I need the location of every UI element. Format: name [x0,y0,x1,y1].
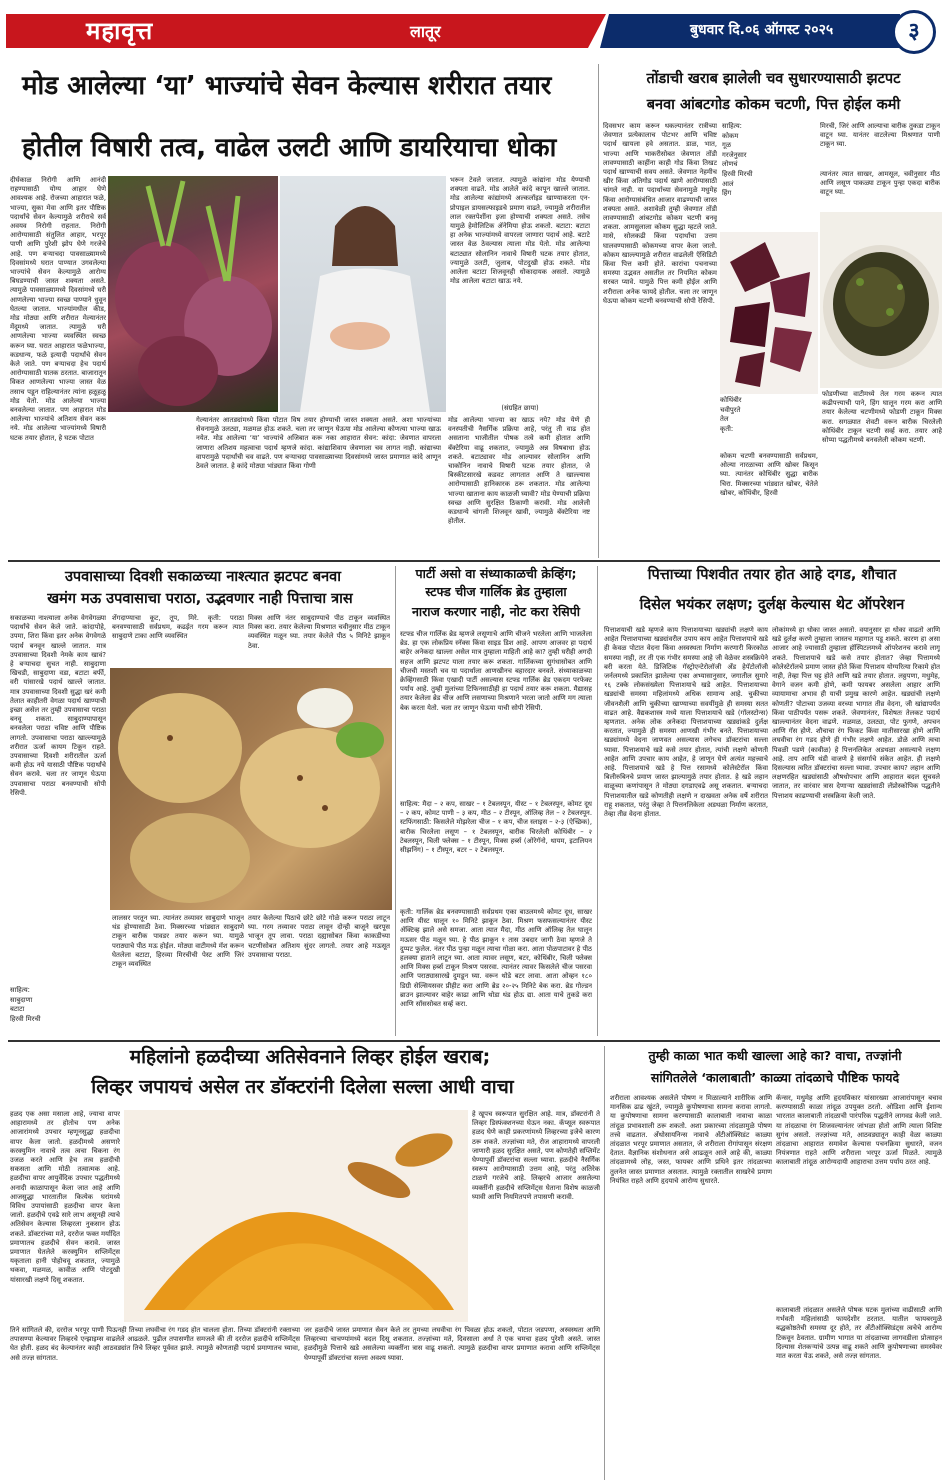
headline-line2: दिसेल भयंकर लक्षण; दुर्लक्ष केल्यास थेट ऑपरेशन [639,597,905,613]
headline-line1: पार्टी असो वा संध्याकाळची क्रेव्हिंग; [415,566,577,581]
article-body: शरीराला आवश्यक असलेले पोषण न मिळाल्याने शारीरिक आणि मानसिक ढाढ खुंटते, ज्यामुळे कुपोषणाचा सामना करावा लागतो. या कुपोषणाचा सामना करण्यासाठी कालाबाती नावाचा काळा तांदूळ प्रभावशाली ठरू शकतो. अशा प्रकारच्या तांदळामुळे पोषण तत्त्वे वाढतात. अँथोसायनिन्स नावाचे अँटीऑक्सिडंट काळ्या तांदळात भरपूर प्रमाणात असतात, जे शरीराला रोगांपासून संरक्षण देतात. वैज्ञानिक संशोधनात असे आढळून आले आहे की, काळ्या तांदळामध्ये लोह, जस्त, फायबर आणि प्रथिने इतर तांदळाच्या तुलनेत जास्त प्रमाणात असतात. त्यामुळे रक्तातील साखरेचे प्रमाण नियंत्रित राहते आणि हृदयाचे आरोग्य सुधारते. [610,1094,772,1185]
ingredient-item: हिरवी मिरची [10,1014,41,1023]
dried-kokam-photo [720,232,818,394]
article-body: स्टफ्ड चीज गार्लिक ब्रेड म्हणजे लसूणाचे आणि चीजने भरलेला आणि भाजलेला ब्रेड. हा एक लोकप्रिय स्नॅक्स किंवा साइड डिश आहे. आपण आजवर हा पदार्थ बाहेर अनेकदा खाल्ला असेल मात्र तुम्हाला माहिती आहे का? तुम्ही घरीही अगदी सहज आणि झटपट याला तयार करू शकता. गार्लिकच्या सुगंधासोबत आणि चीजची मस्तशी चव या पदार्थाला आणखीनच बहारदार बनवते. संध्याकाळच्या क्रेव्हिंगसाठी किंवा एखादी पार्टी असल्यास स्टफ्ड गार्लिक ब्रेड एकदम परफेक्ट पर्याय आहे. तुम्ही मुलांच्या टिफिनसाठीही हा पदार्थ तयार करू शकता. मैद्यासह तयार केलेला ब्रेड चीज आणि लसणाच्या मिश्रणाने भरला जातो आणि मग त्याला बेक करता येतो. चला तर जाणून घेऊया याची सोपी रेसिपी. [400,630,592,712]
method-ingredients [720,396,818,452]
article-body: हळद एक असा मसाला आहे, ज्याचा वापर आहारामध्ये तर होतोच पण अनेक आजारांमध्ये उपचार म्हणूनसुद्धा हळदीचा वापर केला जातो. हळदीमध्ये असणारे करक्युमिन नावाचे तत्व त्वचा चिकना रंग उजळ करते आणि हेच तत्व हळदीची सकसता आणि मोठी तत्वात्मक आहे. हळदीचा वापर आयुर्वेदिक उपचार पद्धतीमध्ये अनादी काळापासून केला जात आहे आणि आजसुद्धा भारतातील कित्येक घरांमध्ये विविध उपायांसाठी हळदीचा वापर केला जातो. हळदीचे एवढे सारे लाभ असूनही त्याचे अतिसेवन केल्यास लिव्हरला नुकसान होऊ शकते. डॉक्टरांच्या मते, दररोज फक्त मर्यादित प्रमाणातच हळदीचे सेवन करावे. जास्त प्रमाणात घेतलेले करक्युमिन सप्लिमेंट्स यकृताला हानी पोहोचवू शकतात, ज्यामुळे थकवा, मळमळ, कावीळ आणि पोटदुखी यांसारखी लक्षणे दिसू शकतात. [10,1110,120,1284]
masthead [0,0,945,60]
onion-photo [108,176,278,412]
article-body: तयार केलेल्या पिठाचे छोटे छोटे गोळे करून पराठा लाटून घ्या. गरम तव्यावर पराठा लावून दोन्ही बाजूने खरपूस भाजून तूप लावा. पराठा दह्यासोबत किंवा काकडीच्या चटणीसोबत अतिशय सुंदर लागतो. तयार आहे मऊसूत उपवासाचा पराठा. [248,914,390,959]
ingredient-item: हिरवी मिरची [722,169,753,178]
article-body: फोडणीच्या वाटीमध्ये तेल गरम करून त्यात कढीपत्त्याची पाने, हिंग घालून गरम करा आणि तयार केलेल्या चटणीमध्ये फोडणी टाकून मिक्स करा. सगळ्यात शेवटी वरून बारीक चिरलेली कोथिंबीर टाकून चटणी सर्व्ह करा. तयार आहे सोप्या पद्धतीमध्ये बनवलेली कोकम चटणी. [822,390,942,445]
section-rule [8,1040,940,1042]
ingredient-item: गूळ [722,141,731,150]
ingredients-list [10,986,106,1034]
headline-line1: तुम्ही काळा भात कधी खाल्ला आहे का? वाचा, तज्ज्ञांनी [648,1048,902,1063]
article-body: पित्ताशयाची खडे म्हणजे काय पित्ताशयाच्या खड्यांची लक्षणे काय आहेत पित्ताशयाच्या खड्यांवरील उपाय काय आहेत पित्ताशयाचे खडे ही केवळ पोटात वेदना किंवा अस्वस्थता निर्माण करणारी किरकोळ समस्या नाही, तर ती एक गंभीर समस्या आहे जी वेळेवर शस्त्रक्रियेने बरी करता येते. डिजिटिक गॅस्ट्रोएन्टेरोलॉजी अँड हेपॅटोलॉजी जर्नलमध्ये प्रकाशित झालेल्या एका अभ्यासानुसार, जगातील सुमारे १६ टक्के लोकसंख्येला पित्ताशयाचे खडे आहेत. पित्ताशयाच्या खड्यांची समस्या महिलांमध्ये अधिक सामान्य आहे. चुकीच्या जीवनशैली आणि चुकीच्या खाण्याच्या सवयींमुळे ही समस्या सतत वाढत आहे. वैद्यकशास्त्र मध्ये याला पित्ताशयाचे खडे (गॉलस्टोन्स) म्हणतात. अनेक लोक अनेकदा पित्ताशयाच्या खड्यांकडे दुर्लक्ष करतात, ज्यामुळे ही समस्या आणखी गंभीर बनते. पित्ताशयाच्या खड्यांमध्ये वेदना जाणवत असल्यास लगेचच डॉक्टरांचा सल्ला घ्यावा. पित्ताशयाचे खडे कसे तयार होतात, त्यांची लक्षणे कोणती आहेत आणि उपचार काय आहेत, हे जाणून घेणे अत्यंत महत्त्वाचे आहे. पित्ताशयाचे खडे हे पित्त रसामध्ये कोलेस्टेरॉल किंवा बिलीरुबिनचे प्रमाण जास्त झाल्यामुळे तयार होतात. हे खडे लहान वाळूच्या कणांपासून ते मोठ्या दगडाएवढे असू शकतात. बऱ्याचदा पित्ताशयातील खडे कोणतीही लक्षणे न दाखवता अनेक वर्षे शरीरात राहू शकतात, परंतु जेव्हा ते पित्तनलिकेला अडथळा निर्माण करतात, तेव्हा तीव्र वेदना होतात. [604,626,768,819]
article-body: मोड आलेल्या भाज्या का खाऊ नये? मोड येणे ही वनस्पतीची नैसर्गिक प्रक्रिया आहे, परंतु ती वाढ होत असताना भाजीतील पोषक तत्वे कमी होतात आणि बॅक्टेरिया वाढू शकतात, ज्यामुळे अन्न विषबाधा होऊ शकते. बटाट्यावर मोड आल्यावर सोलानिन आणि चाकोनिन नावाचे विषारी घटक तयार होतात, जे बिस्कीटसारखे कडवट लागतात आणि ते खाल्ल्यास आरोग्यासाठी हानिकारक ठरू शकतात. मोड आलेल्या भाज्या खाताना काय काळजी घ्यावी? मोड येण्याची प्रक्रिया स्वच्छ आणि सुरक्षित ठिकाणी करावी. मोड आलेली कडधान्ये चांगली शिजवून खावी, ज्यामुळे बॅक्टेरिया नष्ट होतील. [448,416,590,526]
headline-line2: सांगितलेले ‘कालाबाती’ काळ्या तांदळाचे पौष्टिक फायदे [650,1070,900,1085]
ingredients-title: साहित्य: [722,122,742,130]
ingredient-item: कोथिंबीर [720,396,742,404]
article-body: शेंगदाण्याचा कूट, तूप, मिरे. कृती: पराठा बनवण्यासाठी सर्वप्रथम, कढईत गरम करून त्यात साबुदाणे टाका आणि व्यवस्थित [112,614,244,641]
turmeric-photo [124,1110,468,1322]
article-body: गेल्यानंतर आतड्यांमध्ये किंवा पोटात विष तयार होण्याची जास्त शक्यता असते. अशा भाज्यांच्या सेवनामुळे उलट्या, मळमळ होऊ शकते. चला तर जाणून घेऊया मोड आलेल्या कोणत्या भाज्या खाऊ नयेत. मोड आलेल्या ‘या’ भाज्यांचे अजिबात करू नका आहारात सेवन: कांदा: जेवणात वापरला जाणारा अतिशय महत्वाचा पदार्थ म्हणजे कांदा. कांद्याशिवाय जेवणाला चव लागत नाही. कांद्याच्या वापरामुळे पदार्थांची चव वाढते. पण बऱ्याचदा पावसाळ्याच्या दिवसांमध्ये जास्त प्रमाणात कांदे आणून ठेवले जातात. हे कांदे मोठ्या भांड्यात किंवा गोणी [196,416,441,471]
column-rule [395,566,396,1036]
ingredients-list [722,122,802,232]
ingredient-item: हिंग [722,189,732,198]
article-body: तिने सांगितले की, दररोज भरपूर पाणी पिऊनही तिच्या लघवीचा रंग गडद होत चालला होता. तिच्या डॉक्टरांनी रक्ताच्या तपासण्या केल्यावर लिव्हरचे एन्झाइम्स वाढलेले आढळले. पुढील तपासणीत समजले की ती दररोज हळदीचे सप्लिमेंट्स घेत होती. हळद बंद केल्यानंतर काही आठवड्यांत तिचे लिव्हर पूर्ववत झाले. त्यामुळे कोणताही पदार्थ प्रमाणातच घ्यावा, असे तज्ज्ञ सांगतात. [10,1326,300,1362]
article-body: मिरची, जिरं आणि आल्याचा बारीक तुकडा टाकून वाटून घ्या. यानंतर वाटलेल्या मिश्रणात पाणी टाकून घ्या. [820,122,940,149]
column-rule [604,1046,605,1480]
headline-line1: उपवासाच्या दिवशी सकाळच्या नाश्त्यात झटपट बनवा [64,569,342,585]
column-rule [597,566,598,1036]
ingredient-item: आलं [722,179,734,188]
edition-city: लातूर [410,22,441,41]
newspaper-brand: महावृत्त [86,16,154,45]
edition-date: बुधवार दि.०६ ऑगस्ट २०२५ [690,22,834,38]
article-body: लालसर परतून घ्या. त्यानंतर तव्यावर साबुदाणे भाजून थंड होण्यासाठी ठेवा. मिक्सरच्या भांड्यात साबुदाणे टाकून बारीक पावडर तयार करून घ्या. यामुळे पराठ्याचे पीठ मऊ होईल. मोठ्या वाटीमध्ये मॅश करून घेतलेला बटाटा, हिरव्या मिरचीची पेस्ट आणि जिरं टाकून व्यवस्थित [112,914,244,969]
headline-line2: लिव्हर जपायचं असेल तर डॉक्टरांनी दिलेला सल्ला आधी वाचा [91,1076,514,1098]
article-body: भरून टेवले जातात. त्यामुळे कांद्यांना मोड येण्याची शक्यता वाढते. मोड आलेले कांदे कापून खाल्ले जातात. मोड आलेल्या कांद्यांमध्ये अल्कलॉइड खाण्याकरता एन-प्रोपाइल डायसल्फाइडचे प्रमाण वाढते, ज्यामुळे शरीरातील लाल रक्तपेशींना इजा होण्याची शक्यता असते. तसेच यामुळे हेमोलिटिक ॲनेमिया होऊ शकतो. बटाटा: बटाटा हा अनेक भाज्यांमध्ये वापरला जाणारा पदार्थ आहे. बटाटे जास्त वेळ ठेवल्यास त्याला मोड येतो. मोड आलेल्या बटाट्यात सोलानिन नावाचे विषारी घटक तयार होतात, ज्यामुळे उलटी, जुलाब, पोटदुखी होऊ शकते. मोड आलेला बटाटा शिजवूनही धोकादायक असतो. त्यामुळे मोड आलेला बटाटा खाऊ नये. [450,176,590,286]
photo-caption: (संग्रहित छाया) [501,404,539,412]
headline-line1: पित्ताच्या पिशवीत तयार होत आहे दगड, शौचात [647,567,897,583]
ingredients-title: साहित्य: [10,986,30,994]
page-number: ३ [892,10,936,54]
ingredient-item: बटाटा [10,1005,25,1014]
article-body: कॅन्सर, मधुमेह आणि हृदयविकार यांसारख्या आजारांपासून बचाव करण्यासाठी काळा तांदूळ उपयुक्त ठरतो. ओडिशा आणि ईशान्य भारतात कालाबाती तांदळाची पारंपरिक पद्धतीने लागवड केली जाते. या तांदळाचा रंग शिजवल्यानंतर जांभळा होतो आणि त्याला विशिष्ट सुगंध असतो. तज्ज्ञांच्या मते, आठवड्यातून काही वेळा काळ्या तांदळाचा आहारात समावेश केल्यास पचनक्रिया सुधारते, वजन नियंत्रणात राहते आणि शरीराला भरपूर ऊर्जा मिळते. त्यामुळे कालाबाती तांदूळ आरोग्यदायी आहाराचा उत्तम पर्याय ठरत आहे. [776,1094,942,1167]
headline-line1: तोंडाची खराब झालेली चव सुधारण्यासाठी झटपट [646,71,901,87]
section-rule [8,560,940,562]
ingredient-item: लोणचं [722,160,738,169]
ingredient-item: गरजेनुसार [722,150,747,159]
headline-line3: नाराज करणार नाही, नोट करा रेसिपी [411,604,581,619]
article-body: दीर्घकाळ निरोगी आणि आनंदी राहण्यासाठी योग्य आहार घेणे आवश्यक आहे. रोजच्या आहारात फळे, भाज्या, सुका मेवा आणि इतर पौष्टिक पदार्थांचे सेवन केल्यामुळे शरीराचे सर्व अवयव निरोगी राहतात. निरोगी आरोग्यासाठी संतुलित आहार, भरपूर पाणी आणि पुरेशी झोप घेणे गरजेचे आहे. पण बऱ्याचदा पावसाळ्यामध्ये दिवसांमध्ये घरात पाण्यात उगवलेल्या भाज्यांचे सेवन केल्यामुळे आरोग्य बिघडण्याची जास्त शक्यता असते. त्यामुळे पावसाळ्यामध्ये दिवसांमध्ये घरी आणलेल्या भाज्या स्वच्छ पाण्याने धुवून घेतल्या जातात. भाज्यांमधील कीड, मोड मोठ्या आणि शरीरात मेल्यानंतर मेंदूमध्ये जातात. त्यामुळे घरी आणलेल्या भाज्या व्यवस्थित स्वच्छ करून घ्या. घरात आहारात फळेभाज्या, कडधान्य, फळे इत्यादी पदार्थांचे सेवन केले जाते. पण बऱ्याचदा हेच पदार्थ आरोग्यासाठी घातक ठरतात. बाजारातून विकत आणलेल्या भाज्या जास्त वेळ तसाच पडून राहिल्यानंतर त्यांना हळूहळू मोड येतो. मोड आलेल्या भाज्या बनवलेल्या जातात. पण आहारात मोड आलेल्या भाज्यांचे अतिशय सेवन करू नये. मोड आलेल्या भाज्यांमध्ये विषारी घटक तयार होतात, हे घटक पोटात [10,176,106,442]
ingredient-item: तेल [720,415,729,424]
ingredient-item: साबुदाणा [10,995,33,1004]
article-body: त्यानंतर त्यात साखर, आमसूल, चवीनुसार मीठ आणि लसूण पाकळ्या टाकून पुन्हा एकदा बारीक वाटून घ्या. [820,170,940,197]
kokam-chutney-photo [820,212,942,388]
article-body: कोकम चटणी बनवण्यासाठी सर्वप्रथम, ओल्या नारळाच्या आणि खोबर किसून घ्या. त्यानंतर कोथिंबीर सुद्धा बारीक चिरा. मिक्सरच्या भांड्यात खोबर, चेतेले खोबर, कोथिंबीर, हिरवी [720,452,818,497]
article-body: कृती: गार्लिक ब्रेड बनवण्यासाठी सर्वप्रथम एका बाउलमध्ये कोमट दूध, साखर आणि यीस्ट घालून १० मिनिटे झाकून ठेवा. मिश्रण फसफसल्यानंतर यीस्ट ॲक्टिव्ह झाले असे समजा. आता त्यात मैदा, मीठ आणि ऑलिव्ह तेल घालून मऊसर पीठ मळून घ्या. हे पीठ झाकून १ तास उबदार जागी ठेवा म्हणजे ते दुप्पट फुलेल. नंतर पीठ पुन्हा मळून त्याचा गोळा करा. आता पोळपाटावर हे पीठ हलक्या हाताने लाटून घ्या. आता त्यावर लसूण, बटर, कोथिंबीर, चिली फ्लेक्स आणि मिक्स हर्ब्स टाकून मिश्रण पसरवा. त्यानंतर त्यावर किसलेले चीज पसरवा आणि पराठ्यासारखे दुमडून घ्या. वरून थोडे बटर लावा. आता ओव्हन १८० डिग्री सेल्सियसवर प्रीहीट करा आणि ब्रेड २०-२५ मिनिटे बेक करा. ब्रेड गोल्डन ब्राउन झाल्यावर बाहेर काढा आणि थोडा थंड होऊ द्या. आता याचे तुकडे करा आणि सॉससोबत सर्व्ह करा. [400,908,592,1009]
headline-line2: स्टफ्ड चीज गार्लिक ब्रेड तुम्हाला [425,584,567,599]
headline-line1: महिलांनो हळदीच्या अतिसेवनाने लिव्हर होईल खराब; [129,1046,491,1068]
article-body: मिक्स आणि नंतर साबुदाण्याचे पीठ टाकून व्यवस्थित मिक्स करा. तयार केलेल्या मिश्रणात चवीनुसार मीठ टाकून व्यवस्थित मळून घ्या. तयार केलेले पीठ ५ मिनिटे झाकून ठेवा. [248,614,390,650]
ingredients-block: साहित्य: मैदा – २ कप, साखर – १ टेबलस्पून, यीस्ट – १ टेबलस्पून, कोमट दूध – २ कप, कोमट पाणी – ३ कप, मीठ – २ टीस्पून, ऑलिव्ह तेल – २ टेबलस्पून. स्टफिंगसाठी: किसलेले मोझरेला चीज – १ कप, चीज स्लाइस – २-३ (ऐच्छिक), बारीक चिरलेला लसूण – १ टेबलस्पून, बारीक चिरलेली कोथिंबीर – २ टेबलस्पून, चिली फ्लेक्स – १ टीस्पून, मिक्स हर्ब्स (ओरेगॅनो, थायम, इटालियन सीझनिंग) – १ टीस्पून, बटर – २ टेबलस्पून. [400,800,592,855]
headline-line2: बनवा आंबटगोड कोकम चटणी, पित्त होईल कमी [646,97,901,113]
article-body: कालाबाती तांदळात असलेले पोषक घटक मुलांच्या वाढीसाठी आणि गर्भवती महिलांसाठी फायदेशीर ठरतात. यातील फायबरमुळे बद्धकोष्ठतेची समस्या दूर होते, तर अँटीऑक्सिडंट्स त्वचेचे आरोग्य टिकवून ठेवतात. ग्रामीण भागात या तांदळाच्या लागवडीला प्रोत्साहन दिल्यास शेतकऱ्यांचे उत्पन्न वाढू शकते आणि कुपोषणाच्या समस्येवर मात करता येऊ शकते, असे तज्ज्ञ सांगतात. [776,1306,942,1361]
headline-line2: होतील विषारी तत्व, वाढेल उलटी आणि डायरियाचा धोका [22,133,557,163]
method-title: कृती: [720,424,734,433]
article-body: हे खूपच स्वरूपात सुरक्षित आहे. मात्र, डॉक्टरांनी ते लिव्हर डिस्फंक्शनच्या घेऊन नका. कॅप्सूल स्वरूपात हळद घेणे काही प्रकरणांमध्ये लिव्हरच्या इजेचे कारण ठरू शकते. तज्ज्ञांच्या मते, रोज आहारामध्ये वापरली जाणारी हळद सुरक्षित असते, पण कोणतेही सप्लिमेंट घेण्यापूर्वी डॉक्टरांचा सल्ला घ्यावा. हळदीचे नैसर्गिक स्वरूप आरोग्यासाठी उत्तम आहे, परंतु अतिरेक टाळणे गरजेचे आहे. लिव्हरचे आजार असलेल्या व्यक्तींनी हळदीचे सप्लिमेंट्स घेताना विशेष काळजी घ्यावी आणि नियमितपणे तपासणी करावी. [472,1110,600,1201]
article-body: दिवसभर काम करून थकल्यानंतर रात्रीच्या जेवणात प्रत्येकालाच पोटभर आणि चविष्ट पदार्थ खायला हवे असतात. डाळ, भात, भाज्या आणि भाकरीसोबत जेवणात तोंडी लावण्यासाठी काहींना काही गोड किंवा तिखट पदार्थ खाण्याची सवय असते. जेवणात नेहमीच खीर किंवा अतिगोड पदार्थ खाणे आरोग्यासाठी चांगले नाही. या पदार्थाच्या सेवनामुळे मधुमेह किंवा आरोग्यासंबंधित आजार वाढण्याची जास्त शक्यता असते. अशावेळी तुम्ही जेवणात तोंडी लावण्यासाठी आंबटगोड कोकम चटणी बनवू शकता. आमसुलाला कोकम सुद्धा म्हटले जाते. मासे, सोलकढी किंवा पदार्थांचा उत्तम घालवण्यासाठी कोकमच्या वापर केला जातो. कोकम खाल्ल्यामुळे शरीरात वाढलेली ऍसिडिटी किंवा पित्त कमी होते. कारांचा पचनाच्या समस्या उद्भवत असतील तर नियमित कोकम सरबत प्यावे. यामुळे पित्त कमी होईल आणि शरीराला अनेक फायदे होतील. चला तर जाणून घेऊया कोकम चटणी बनवण्याची सोपी रेसिपी. [603,122,717,305]
headline-line1: मोड आलेल्या ‘या’ भाज्यांचे सेवन केल्यास शरीरात तयार [22,71,552,101]
ingredient-item: चवीपुरते [720,405,741,414]
headline-line2: खमंग मऊ उपवासाचा पराठा, उद्भवणार नाही पित्ताचा त्रास [47,591,353,607]
column-rule [598,64,599,558]
article-body: जर हळदीचे जास्त प्रमाणात सेवन केले तर तुमच्या लघवीचा रंग पिवळा होऊ शकतो, पोटात जडपणा, अस्वस्थता आणि लिव्हरच्या चाचण्यांमध्ये बदल दिसू शकतात. तज्ज्ञांच्या मते, दिवसाला अर्धा ते एक चमचा हळद पुरेशी असते. जास्त हळदीमुळे पित्ताचे खडे असलेल्या व्यक्तींना त्रास वाढू शकतो. त्यामुळे हळदीचा वापर प्रमाणात करावा आणि सप्लिमेंट्स घेण्यापूर्वी डॉक्टरांचा सल्ला अवश्य घ्यावा. [304,1326,600,1362]
ingredient-item: कोकम [722,131,739,140]
article-body: सकाळच्या नाश्त्याला अनेक वेगवेगळ्या पदार्थांचे सेवन केले जाते. कांदापोहे, उपमा, शिरा किंवा इतर अनेक वेगवेगळे पदार्थ बनवून खाल्ले जातात. मात्र उपवासाच्या दिवशी नेमके काय खावं? हे बऱ्याचदा सुचत नाही. साबुदाणा खिचडी, साबुदाणा वडा, बटाटा बर्फी, वरी यांसारखे पदार्थ खाल्ले जातात. मात्र उपवासाच्या दिवशी सुद्धा खरं कमी तेलात काहीतरी वेगळा पदार्थ खाण्याची इच्छा असेल तर तुम्ही उपवासाचा पराठा बनवू शकता. साबुदाण्यापासून बनवलेला पराठा चविष्ट आणि पौष्टिक लागतो. उपवासाचा पराठा खाल्ल्यामुळे शरीरात ऊर्जा कायम टिकून राहते. उपवासाच्या दिवशी शरीरातील ऊर्जा कमी होऊ नये यासाठी पौष्टिक पदार्थांचे सेवन करावे. चला तर जाणून घेऊया उपवासाचा पराठा बनवण्याची सोपी रेसिपी. [10,614,106,797]
article-body: लोकांमध्ये हा धोका जास्त असतो. वयानुसार हा धोका वाढतो आणि खडे दुर्लक्ष करणे तुम्हाला जास्तच महागात पडू शकते. कारण हा असा आजार आहे ज्यासाठी तुम्हाला हॉस्पिटलमध्ये ऑपरेशनच करावे लागू शकते. पित्ताशयाचे खडे कसे तयार होतात? जेव्हा पित्तामध्ये कोलेस्टेरॉलचे प्रमाण जास्त होते किंवा पित्ताशय योग्यरित्या रिकामे होत नाही, तेव्हा पित्त घट्ट होते आणि खडे तयार होतात. लठ्ठपणा, मधुमेह, वेगाने वजन कमी होणे, कमी फायबर असलेला आहार आणि व्यायामाचा अभाव ही याची प्रमुख कारणे आहेत. खड्यांची लक्षणे कोणती? पोटाच्या उजव्या वरच्या भागात तीव्र वेदना, जी खांद्यापर्यंत किंवा पाठीपर्यंत पसरू शकते. जेवणानंतर, विशेषतः तेलकट पदार्थ खाल्ल्यानंतर वेदना वाढणे. मळमळ, उलट्या, पोट फुगणे, अपचन आणि गॅस होणे. शौचाचा रंग फिकट किंवा मातीसारखा होणे आणि लघवीचा रंग गडद होणे ही गंभीर लक्षणे आहेत. डोळे आणि त्वचा पिवळी पडणे (कावीळ) हे पित्तनलिकेत अडथळा असल्याचे लक्षण आहे. ताप आणि थंडी वाजणे हे संसर्गाचे संकेत आहेत. ही लक्षणे दिसल्यास त्वरित डॉक्टरांचा सल्ला घ्यावा. उपचार काय? लहान आणि लक्षणरहित खड्यांसाठी औषधोपचार आणि आहारात बदल सुचवले जातात, तर वारंवार त्रास देणाऱ्या खड्यांसाठी लॅप्रोस्कोपिक पद्धतीने पित्ताशय काढण्याची शस्त्रक्रिया केली जाते. [772,626,940,800]
sick-woman-photo [280,176,446,412]
paratha-photo [110,668,392,910]
